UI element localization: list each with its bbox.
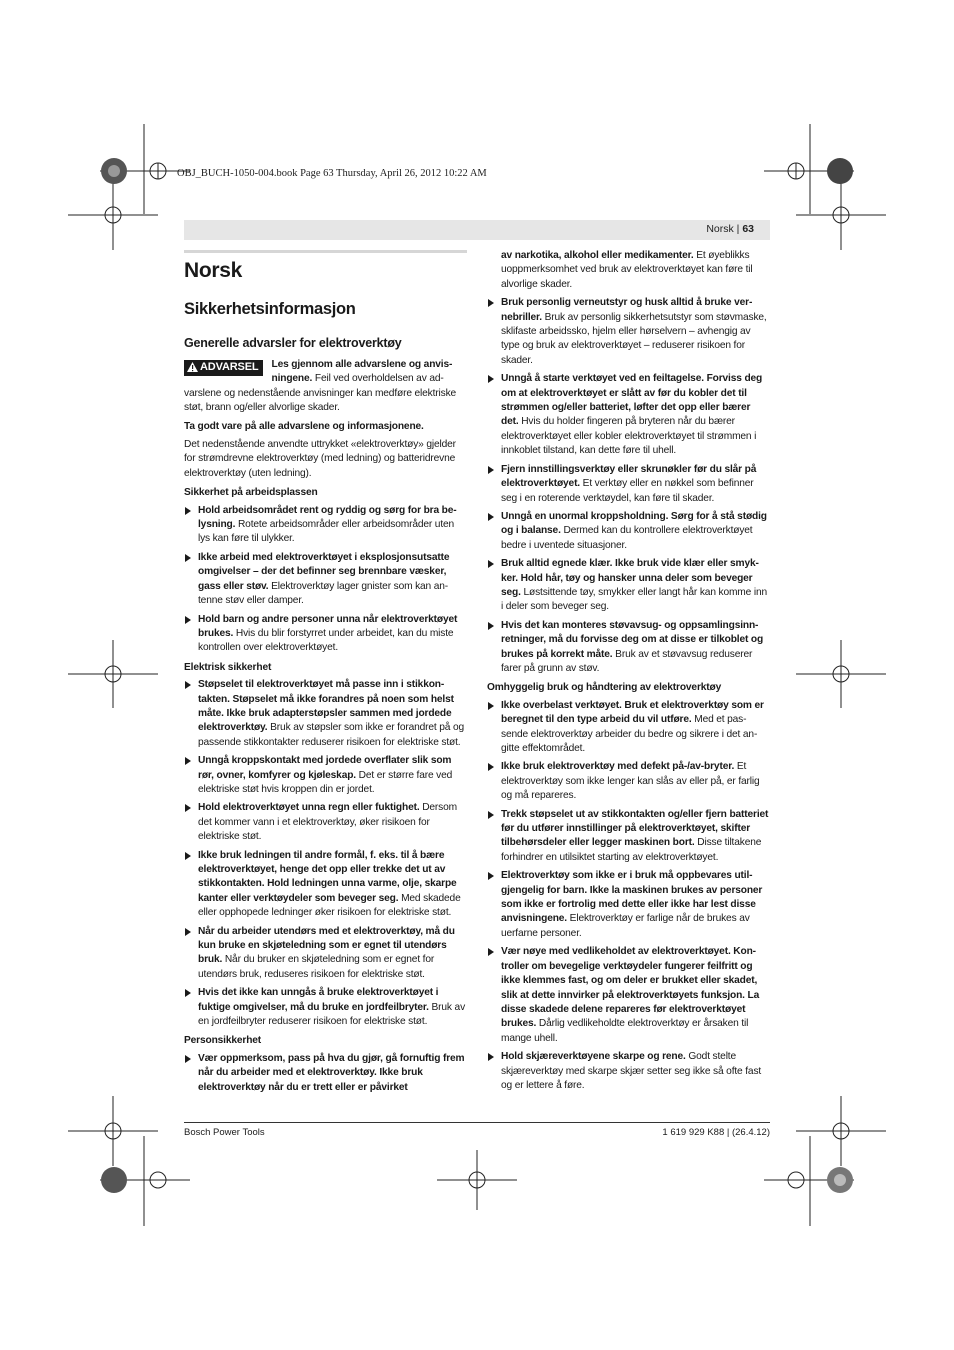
list-item: Hold barn og andre personer unna når elektroverktøyet brukes. Hvis du blir forstyrret under arbeidet, kan du miste kontrollen over elektroverktøyet.: [184, 613, 467, 656]
list-item: Fjern innstillingsverktøy eller skrunøkler før du slår på elektroverktøyet. Et verktøy eller en nøkkel som befinner seg i en roterende verktøydel, kan føre til skader.: [487, 463, 770, 506]
list-item: Unngå å starte verktøyet ved en feiltagelse. Forviss deg om at elektroverktøyet er slått av før du kobler det til strømmen og/eller batteriet, løfter det opp eller bærer det. Hvis du holder fingeren på bryteren når du bærer elektroverktøyet eller kobler elektroverktøyet til strømmen i innkoblet tilstand, kan dette føre til uhell.: [487, 372, 770, 458]
list-item: Ikke bruk ledningen til andre formål, f. eks. til å bære elektroverktøyet, henge det opp eller trekke det ut av stikkontakten. Hold ledningen unna varme, olje, skarpe kanter eller verktøydeler som beveger seg. Med skadede eller opphopede ledninger øker risikoen for elektriske støt.: [184, 849, 467, 921]
page-footer: [184, 1122, 770, 1138]
continued-item: av narkotika, alkohol eller medikamenter. Et øyeblikks uoppmerksomhet ved bruk av elektroverktøyet kan føre til alvorlige skader.: [501, 250, 753, 290]
page-title: Norsk: [184, 259, 243, 282]
electrical-list: [184, 678, 467, 1029]
work-area-list: [184, 504, 467, 656]
list-item: Støpselet til elektroverktøyet må passe inn i stikkontakten. Støpselet må ikke forandres på noen som helst måte. Ikke bruk adapterstøpsler sammen med jordede elektroverktøy. Bruk av støpsler som ikke er forandret på og passende stikkontakter reduserer risikoen for elektriske støt.: [184, 678, 467, 750]
list-item: Når du arbeider utendørs med et elektroverktøy, må du kun bruke en skjøteledning som er egnet til utendørs bruk. Når du bruker en skjøteledning som er egnet for utendørs bruk, reduseres risikoen for elektriske støt.: [184, 925, 467, 983]
section-title: Sikkerhetsinformasjon: [184, 300, 356, 318]
warning-lead: Les gjennom alle advarslene og anvisningene.: [271, 359, 453, 385]
header-text: [706, 223, 754, 235]
list-item: Bruk alltid egnede klær. Ikke bruk vide klær eller smykker. Hold hår, tøy og hansker unna deler som beveger seg. Løstsittende tøy, smykker eller langt hår kan komme inn i deler som beveger seg.: [487, 557, 770, 615]
list-item: Unngå en unormal kroppsholdning. Sørg for å stå stødig og i balanse. Dermed kan du kontrollere elektroverktøyet bedre i uventede situasjoner.: [487, 510, 770, 553]
right-column: [487, 249, 770, 1097]
list-item: Hold skjæreverktøyene skarpe og rene. Godt stelte skjæreverktøy med skarpe skjær setter seg ikke så ofte fast og er lettere å føre.: [487, 1050, 770, 1093]
list-item: Hold elektroverktøyet unna regn eller fuktighet. Dersom det kommer vann i et elektroverktøy, øker risikoen for elektriske støt.: [184, 801, 467, 844]
warning-badge-label: ADVARSEL: [200, 361, 259, 373]
list-item: Vær nøye med vedlikeholdet av elektroverktøyet. Kontroller om bevegelige verktøydeler fungerer feilfritt og ikke klemmes fast, og om deler er brukket eller skadet, slik at dette innvirker på elektroverktøyets funksjon. La disse skadede delene repareres før elektroverktøyet brukes. Dårlig vedlikeholdte elektroverktøy er årsaken til mange uhell.: [487, 945, 770, 1046]
list-item: Unngå kroppskontakt med jordede overflater slik som rør, ovner, komfyrer og kjøleskap. Det er større fare ved elektriske støt hvis kroppen din er jordet.: [184, 754, 467, 797]
handling-list: [487, 699, 770, 1094]
header-language: Norsk: [706, 223, 734, 235]
list-item: Hvis det kan monteres støvavsug- og oppsamlingsinnretninger, må du forvisse deg om at disse er tilkoblet og brukes på korrekt måte. Bruk av et støvavsug reduserer farer på grunn av støv.: [487, 619, 770, 677]
page-header: [184, 220, 770, 240]
work-area-heading: Sikkerhet på arbeidsplassen: [184, 487, 318, 499]
term-note: Det nedenstående anvendte uttrykket «elektroverktøy» gjelder for strømdrevne elektroverktøy (med ledning) og batteridrevne elektroverktøy (uten ledning).: [184, 439, 456, 479]
subsection-title: Generelle advarsler for elektroverktøy: [184, 336, 402, 350]
warning-text: Feil ved overholdelsen av advarslene og nedenstående anvisninger kan medføre elektriske støt, brann og/eller alvorlige skader.: [184, 373, 457, 414]
title-rule: [184, 250, 467, 253]
keep-note: Ta godt vare på alle advarslene og informasjonene.: [184, 420, 424, 432]
header-separator: |: [736, 223, 740, 235]
warning-badge: [184, 360, 263, 376]
page-number: 63: [742, 223, 754, 235]
list-item: Bruk personlig verneutstyr og husk alltid å bruke vernebriller. Bruk av personlig sikkerhetsutstyr som støvmaske, sklifaste arbeidssko, hjelm eller hørselvern – avhengig av type og bruk av elektroverktøyet – reduserer risikoen for skader.: [487, 296, 770, 368]
list-item: Ikke bruk elektroverktøy med defekt på-/av-bryter. Et elektroverktøy som ikke lenger kan slås av eller på, er farlig og må repareres.: [487, 760, 770, 803]
personal-heading: Personsikkerhet: [184, 1035, 262, 1047]
left-column: [184, 250, 467, 1099]
list-item: Elektroverktøy som ikke er i bruk må oppbevares utilgjengelig for barn. Ikke la maskinen brukes av personer som ikke er fortrolig med dette eller ikke har lest disse anvisningene. Elektroverktøy er farlige når de brukes av uerfarne personer.: [487, 869, 770, 941]
list-item: Hvis det ikke kan unngås å bruke elektroverktøyet i fuktige omgivelser, må du bruke en jordfeilbryter. Bruk av en jordfeilbryter reduserer risikoen for elektriske støt.: [184, 986, 467, 1029]
personal-list-start: [184, 1052, 467, 1095]
personal-list: [487, 296, 770, 676]
list-item: Ikke overbelast verktøyet. Bruk et elektroverktøy som er beregnet til den type arbeid du vil utføre. Med et passende elektroverktøy arbeider du bedre og sikrere i det angitte effektområdet.: [487, 699, 770, 757]
list-item: Ikke arbeid med elektroverktøyet i eksplosjonsutsatte omgivelser – der det befinner seg brennbare væsker, gass eller støv. Elektroverktøy lager gnister som kan antenne støv eller damper.: [184, 551, 467, 609]
warning-paragraph: [184, 358, 467, 416]
warning-triangle-icon: [187, 362, 198, 372]
footer-brand: Bosch Power Tools: [184, 1127, 265, 1138]
handling-heading: Omhyggelig bruk og håndtering av elektroverktøy: [487, 682, 722, 694]
footer-doc-number: 1 619 929 K88 | (26.4.12): [662, 1127, 770, 1138]
electrical-heading: Elektrisk sikkerhet: [184, 661, 272, 673]
list-item: Trekk støpselet ut av stikkontakten og/eller fjern batteriet før du utfører innstillinger på elektroverktøyet, skifter tilbehørsdeler eller legger maskinen bort. Disse tiltakene forhindrer en utilsiktet starting av elektroverktøyet.: [487, 808, 770, 866]
print-slug: OBJ_BUCH-1050-004.book Page 63 Thursday, April 26, 2012 10:22 AM: [177, 168, 487, 179]
list-item: Hold arbeidsområdet rent og ryddig og sørg for bra belysning. Rotete arbeidsområder eller arbeidsområder uten lys kan føre til ulykker.: [184, 504, 467, 547]
list-item: Vær oppmerksom, pass på hva du gjør, gå fornuftig frem når du arbeider med et elektroverktøy. Ikke bruk elektroverktøy når du er trett eller er påvirket: [184, 1052, 467, 1095]
